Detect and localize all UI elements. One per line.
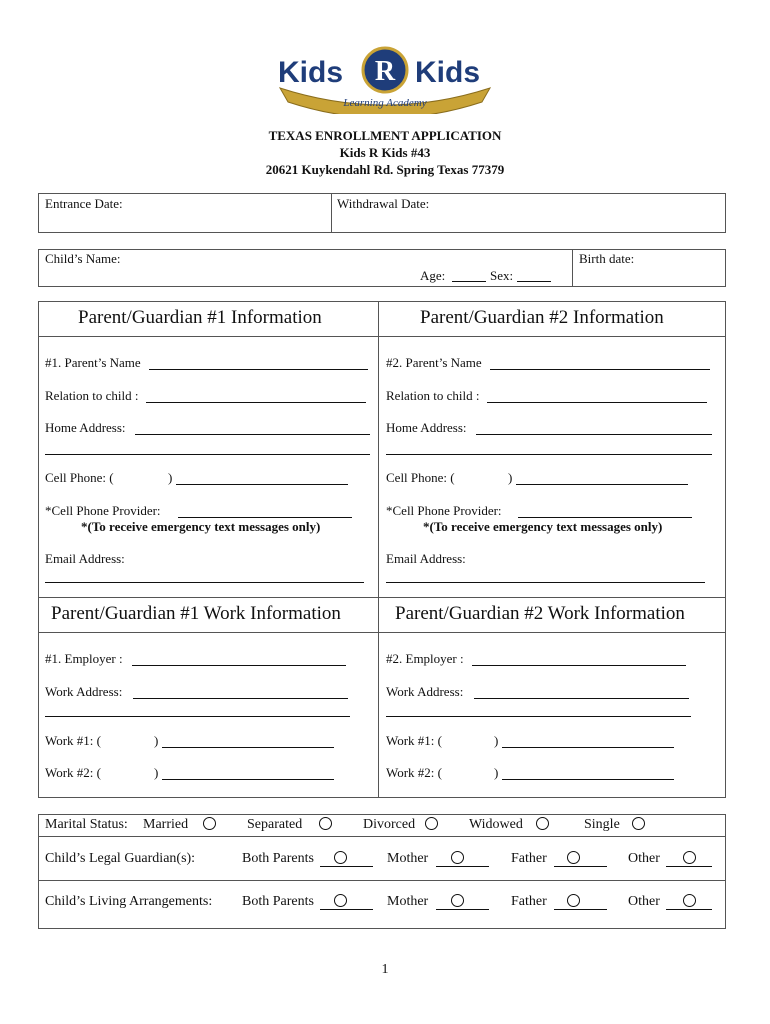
parent2-name-field[interactable]: [490, 369, 710, 370]
parent2-provider-field[interactable]: [518, 517, 692, 518]
work1-phone2-label: Work #2: (: [45, 765, 101, 780]
parent2-cell-field[interactable]: [516, 484, 688, 485]
parent1-title: Parent/Guardian #1 Information: [78, 307, 322, 328]
child-name-label: Child’s Name:: [45, 251, 121, 266]
parent-info-box: [38, 301, 726, 798]
married-radio[interactable]: [203, 817, 216, 830]
living-mother-radio[interactable]: [451, 894, 464, 907]
logo-badge-letter: R: [374, 56, 396, 87]
legal-guardian-label: Child’s Legal Guardian(s):: [45, 851, 196, 866]
divider: [331, 193, 332, 233]
child-name-field[interactable]: [140, 251, 565, 269]
parent1-relation-field[interactable]: [146, 402, 366, 403]
parent2-cell-label: Cell Phone: (: [386, 470, 455, 485]
guardian-mother-radio[interactable]: [451, 851, 464, 864]
paren: ): [494, 765, 499, 780]
work2-phone1-label: Work #1: (: [386, 733, 442, 748]
parent1-email-field[interactable]: [45, 582, 364, 583]
work2-address-field[interactable]: [474, 698, 689, 699]
marital-status-label: Marital Status:: [45, 817, 128, 832]
parent2-name-label: #2. Parent’s Name: [386, 355, 482, 370]
parent2-address-label: Home Address:: [386, 420, 467, 435]
parent1-name-field[interactable]: [149, 369, 368, 370]
blank-line: [320, 909, 373, 910]
parent2-email-label: Email Address:: [386, 551, 466, 566]
sex-label: Sex:: [490, 268, 514, 283]
parent1-provider-field[interactable]: [178, 517, 352, 518]
work2-employer-label: #2. Employer :: [386, 651, 464, 666]
living-both-radio[interactable]: [334, 894, 347, 907]
parent1-emergency-note: *(To receive emergency text messages only): [81, 519, 321, 534]
paren: ): [494, 733, 499, 748]
option-label: Single: [584, 817, 620, 832]
separated-radio[interactable]: [319, 817, 332, 830]
work2-employer-field[interactable]: [472, 665, 686, 666]
blank-line: [666, 909, 712, 910]
work2-phone1-field[interactable]: [502, 747, 674, 748]
option-label: Father: [511, 851, 547, 866]
parent2-relation-field[interactable]: [487, 402, 707, 403]
work1-employer-field[interactable]: [132, 665, 346, 666]
parent2-address-line2[interactable]: [386, 454, 712, 455]
guardian-father-radio[interactable]: [567, 851, 580, 864]
paren: ): [508, 470, 513, 485]
divider: [38, 597, 726, 598]
option-label: Divorced: [363, 817, 416, 832]
option-label: Separated: [247, 817, 303, 832]
work1-phone1-label: Work #1: (: [45, 733, 101, 748]
parent1-cell-field[interactable]: [176, 484, 348, 485]
option-label: Widowed: [469, 817, 523, 832]
parent1-provider-label: *Cell Phone Provider:: [45, 503, 161, 518]
school-address: 20621 Kuykendahl Rd. Spring Texas 77379: [265, 162, 505, 177]
school-name: Kids R Kids #43: [339, 145, 431, 160]
parent2-address-field[interactable]: [476, 434, 712, 435]
parent1-name-label: #1. Parent’s Name: [45, 355, 141, 370]
guardian-both-radio[interactable]: [334, 851, 347, 864]
logo-word-left: Kids: [278, 56, 344, 89]
logo-word-right: Kids: [415, 56, 481, 89]
option-label: Mother: [387, 894, 429, 909]
single-radio[interactable]: [632, 817, 645, 830]
divorced-radio[interactable]: [425, 817, 438, 830]
option-label: Father: [511, 894, 547, 909]
work1-address-line2[interactable]: [45, 716, 350, 717]
living-arrangements-label: Child’s Living Arrangements:: [45, 894, 213, 909]
blank-line: [436, 909, 489, 910]
parent2-email-field[interactable]: [386, 582, 705, 583]
blank-line: [554, 866, 607, 867]
age-field[interactable]: [452, 281, 486, 282]
option-label: Other: [628, 851, 660, 866]
parent2-relation-label: Relation to child :: [386, 388, 480, 403]
work1-employer-label: #1. Employer :: [45, 651, 123, 666]
withdrawal-date-label: Withdrawal Date:: [337, 196, 430, 211]
work2-address-line2[interactable]: [386, 716, 691, 717]
divider: [38, 836, 726, 837]
work1-address-field[interactable]: [133, 698, 348, 699]
paren: ): [154, 733, 159, 748]
sex-field[interactable]: [517, 281, 551, 282]
work2-title: Parent/Guardian #2 Work Information: [395, 603, 685, 624]
work1-phone1-field[interactable]: [162, 747, 334, 748]
birth-date-label: Birth date:: [579, 251, 635, 266]
parent1-relation-label: Relation to child :: [45, 388, 139, 403]
option-label: Mother: [387, 851, 429, 866]
option-label: Married: [143, 817, 189, 832]
page-number: 1: [381, 962, 389, 977]
living-other-radio[interactable]: [683, 894, 696, 907]
paren: ): [154, 765, 159, 780]
option-label: Other: [628, 894, 660, 909]
divider: [38, 336, 726, 337]
widowed-radio[interactable]: [536, 817, 549, 830]
kids-r-kids-logo: [272, 42, 498, 114]
age-label: Age:: [420, 268, 446, 283]
parent1-cell-label: Cell Phone: (: [45, 470, 114, 485]
entrance-date-field[interactable]: [160, 196, 325, 214]
work2-phone2-field[interactable]: [502, 779, 674, 780]
entrance-date-label: Entrance Date:: [45, 196, 123, 211]
work1-title: Parent/Guardian #1 Work Information: [51, 603, 341, 624]
parent2-provider-label: *Cell Phone Provider:: [386, 503, 502, 518]
divider: [38, 632, 726, 633]
blank-line: [554, 909, 607, 910]
parent1-email-label: Email Address:: [45, 551, 125, 566]
parent2-title: Parent/Guardian #2 Information: [420, 307, 664, 328]
birth-date-field[interactable]: [580, 268, 720, 286]
column-divider: [378, 301, 379, 798]
withdrawal-date-field[interactable]: [450, 196, 720, 214]
divider: [572, 249, 573, 287]
logo-ribbon-text: Learning Academy: [343, 97, 427, 109]
option-label: Both Parents: [242, 851, 314, 866]
work1-phone2-field[interactable]: [162, 779, 334, 780]
divider: [38, 880, 726, 881]
blank-line: [436, 866, 489, 867]
blank-line: [320, 866, 373, 867]
option-label: Both Parents: [242, 894, 314, 909]
parent1-address-field[interactable]: [135, 434, 370, 435]
parent1-address-line2[interactable]: [45, 454, 370, 455]
form-title: TEXAS ENROLLMENT APPLICATION: [268, 128, 502, 143]
living-father-radio[interactable]: [567, 894, 580, 907]
work2-phone2-label: Work #2: (: [386, 765, 442, 780]
paren: ): [168, 470, 173, 485]
work1-address-label: Work Address:: [45, 684, 123, 699]
parent2-emergency-note: *(To receive emergency text messages only): [423, 519, 663, 534]
parent1-address-label: Home Address:: [45, 420, 126, 435]
blank-line: [666, 866, 712, 867]
guardian-other-radio[interactable]: [683, 851, 696, 864]
work2-address-label: Work Address:: [386, 684, 464, 699]
